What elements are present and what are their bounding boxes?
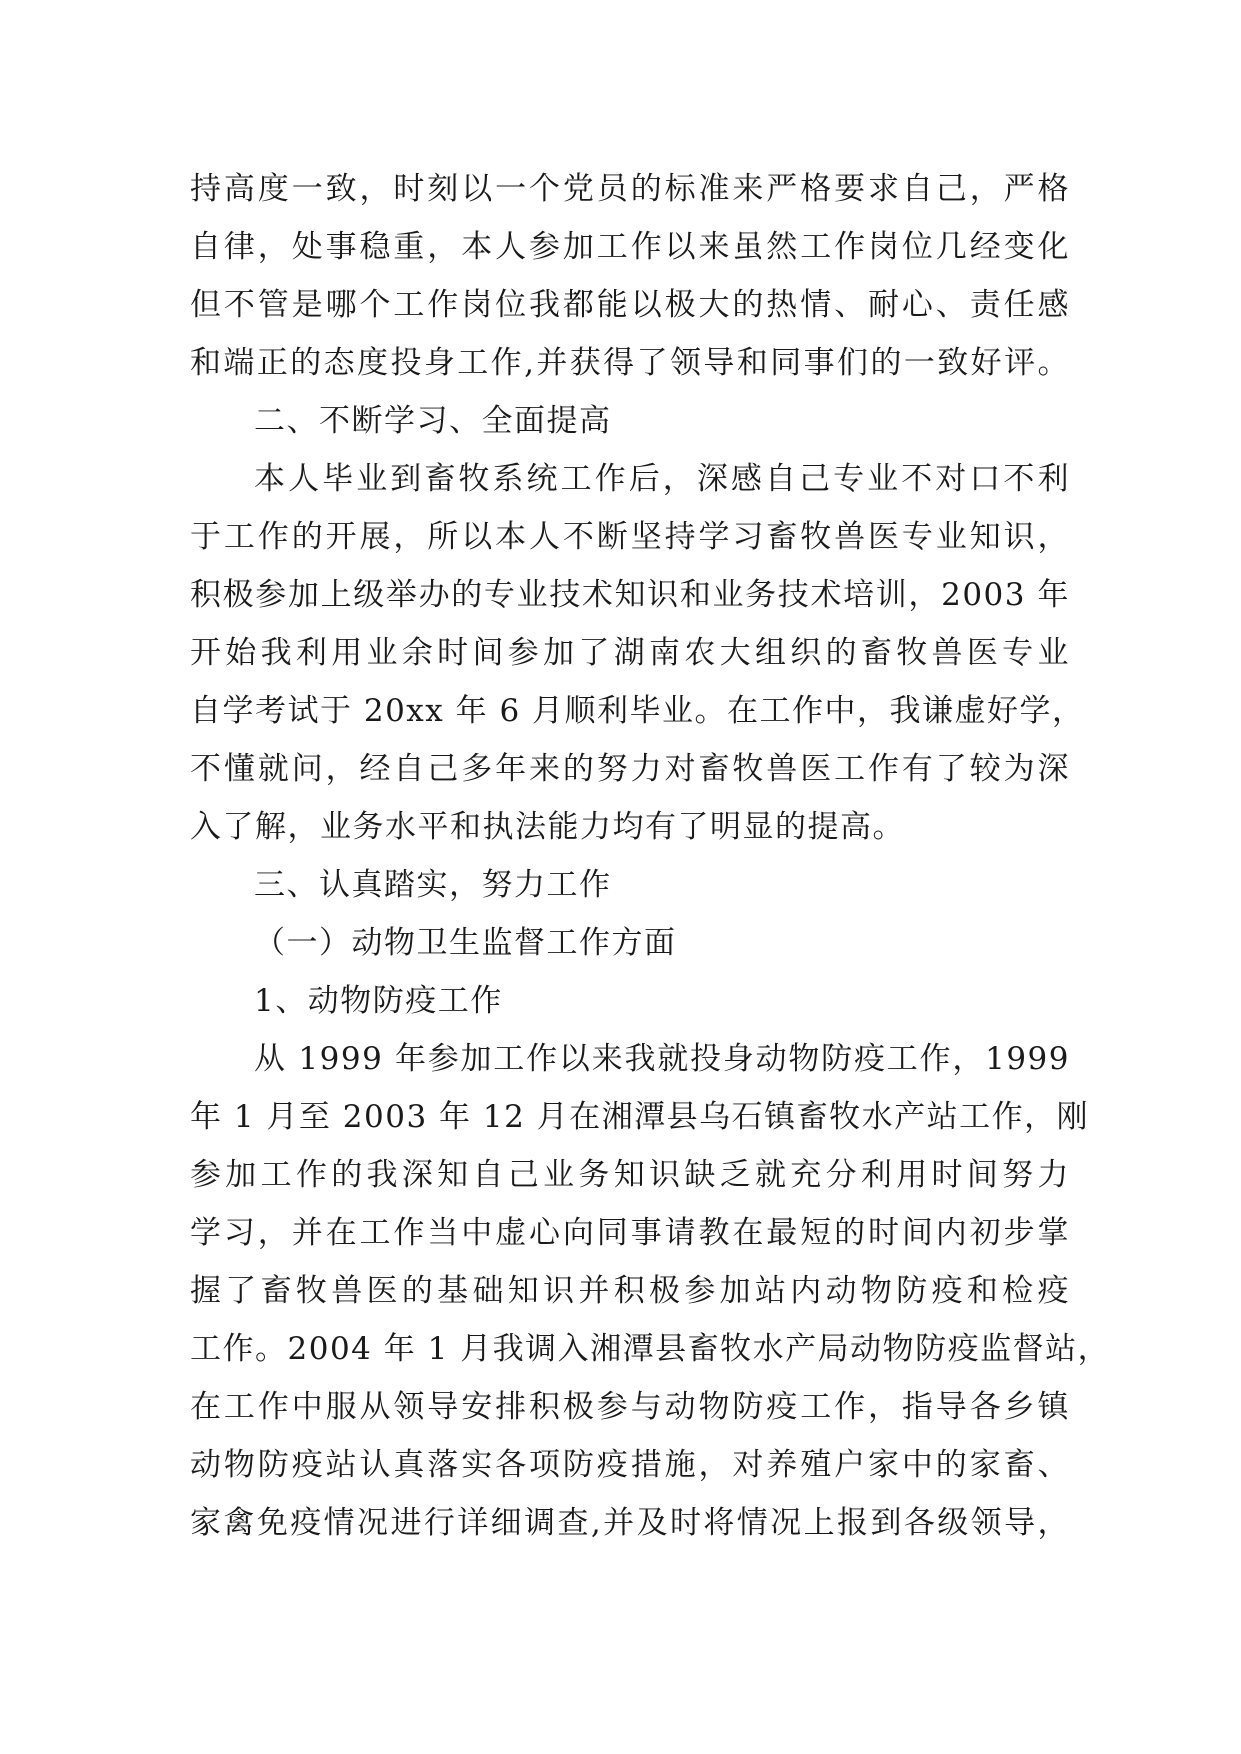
text-line: 在工作中服从领导安排积极参与动物防疫工作，指导各乡镇 [190, 1389, 1070, 1425]
text-line: 动物防疫站认真落实各项防疫措施，对养殖户家中的家畜、 [190, 1447, 1070, 1483]
subsection-heading: （一）动物卫生监督工作方面 [254, 925, 677, 961]
text-line: 不懂就问，经自己多年来的努力对畜牧兽医工作有了较为深 [190, 751, 1070, 787]
text-line: 但不管是哪个工作岗位我都能以极大的热情、耐心、责任感 [190, 287, 1070, 323]
text-line: 本人毕业到畜牧系统工作后，深感自己专业不对口不利 [254, 461, 1070, 497]
text-line: 积极参加上级举办的专业技术知识和业务技术培训，2003 年 [190, 577, 1070, 613]
text-line: 工作。2004 年 1 月我调入湘潭县畜牧水产局动物防疫监督站， [190, 1331, 1111, 1367]
text-line: 自学考试于 20xx 年 6 月顺利毕业。在工作中，我谦虚好学， [190, 693, 1085, 729]
text-line: 参加工作的我深知自己业务知识缺乏就充分利用时间努力 [190, 1157, 1070, 1193]
section-heading: 二、不断学习、全面提高 [254, 403, 612, 439]
text-line: 和端正的态度投身工作,并获得了领导和同事们的一致好评。 [190, 345, 1070, 381]
section-heading: 三、认真踏实，努力工作 [254, 867, 612, 903]
text-line: 入了解，业务水平和执法能力均有了明显的提高。 [190, 809, 905, 845]
text-line: 年 1 月至 2003 年 12 月在湘潭县乌石镇畜牧水产站工作，刚 [190, 1099, 1090, 1135]
text-line: 家禽免疫情况进行详细调查,并及时将情况上报到各级领导， [190, 1505, 1070, 1541]
body-text [190, 160, 1111, 1552]
item-heading: 1、动物防疫工作 [254, 983, 503, 1019]
text-line: 自律，处事稳重，本人参加工作以来虽然工作岗位几经变化 [190, 229, 1070, 265]
text-line: 学习，并在工作当中虚心向同事请教在最短的时间内初步掌 [190, 1215, 1070, 1251]
text-line: 持高度一致，时刻以一个党员的标准来严格要求自己，严格 [190, 171, 1070, 207]
text-line: 于工作的开展，所以本人不断坚持学习畜牧兽医专业知识， [190, 519, 1070, 555]
text-line: 握了畜牧兽医的基础知识并积极参加站内动物防疫和检疫 [190, 1273, 1070, 1309]
text-line: 从 1999 年参加工作以来我就投身动物防疫工作，1999 [254, 1041, 1070, 1077]
text-line: 开始我利用业余时间参加了湖南农大组织的畜牧兽医专业 [190, 635, 1070, 671]
